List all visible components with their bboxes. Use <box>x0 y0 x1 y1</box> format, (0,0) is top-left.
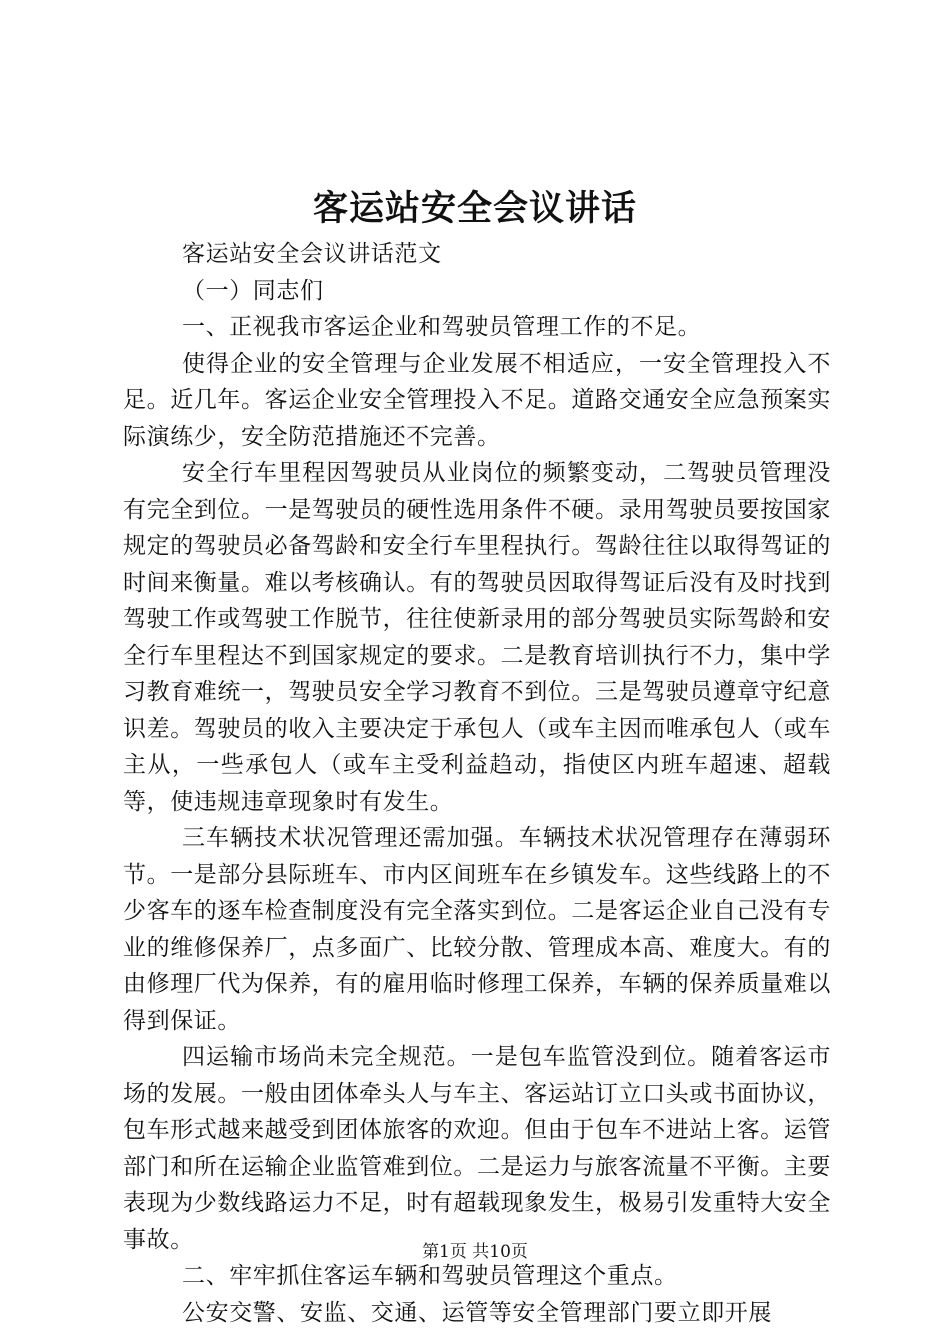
paragraph: 使得企业的安全管理与企业发展不相适应，一安全管理投入不足。近几年。客运企业安全管理投入不足。道路交通安全应急预案实际演练少，安全防范措施还不完善。 <box>123 350 831 450</box>
document-body <box>123 236 831 1331</box>
paragraph: 四运输市场尚未完全规范。一是包车监管没到位。随着客运市场的发展。一般由团体牵头人与车主、客运站订立口头或书面协议，包车形式越来越受到团体旅客的欢迎。但由于包车不进站上客。运管部门和所在运输企业监管难到位。二是运力与旅客流量不平衡。主要表现为少数线路运力不足，时有超载现象发生，极易引发重特大安全事故。 <box>123 1044 831 1253</box>
paragraph: 三车辆技术状况管理还需加强。车辆技术状况管理存在薄弱环节。一是部分县际班车、市内区间班车在乡镇发车。这些线路上的不少客车的逐车检查制度没有完全落实到位。二是客运企业自己没有专业的维修保养厂，点多面广、比较分散、管理成本高、难度大。有的由修理厂代为保养，有的雇用临时修理工保养，车辆的保养质量难以得到保证。 <box>123 825 831 1034</box>
document-title: 客运站安全会议讲话 <box>312 188 637 229</box>
paragraph: 客运站安全会议讲话范文 <box>182 241 442 267</box>
paragraph: 公安交警、安监、交通、运管等安全管理部门要立即开展 <box>182 1299 772 1326</box>
page-number-footer: 第1页 共10页 <box>422 1242 528 1262</box>
paragraph: 二、牢牢抓住客运车辆和驾驶员管理这个重点。 <box>182 1263 678 1289</box>
paragraph: 安全行车里程因驾驶员从业岗位的频繁变动，二驾驶员管理没有完全到位。一是驾驶员的硬性选用条件不硬。录用驾驶员要按国家规定的驾驶员必备驾龄和安全行车里程执行。驾龄往往以取得驾证的时间来衡量。难以考核确认。有的驾驶员因取得驾证后没有及时找到驾驶工作或驾驶工作脱节，往往使新录用的部分驾驶员实际驾龄和安全行车里程达不到国家规定的要求。二是教育培训执行不力，集中学习教育难统一，驾驶员安全学习教育不到位。三是驾驶员遵章守纪意识差。驾驶员的收入主要决定于承包人（或车主因而唯承包人（或车主从，一些承包人（或车主受利益趋动，指使区内班车超速、超载等，使违规违章现象时有发生。 <box>123 460 831 815</box>
paragraph: （一）同志们 <box>182 277 324 304</box>
paragraph: 一、正视我市客运企业和驾驶员管理工作的不足。 <box>182 314 702 340</box>
